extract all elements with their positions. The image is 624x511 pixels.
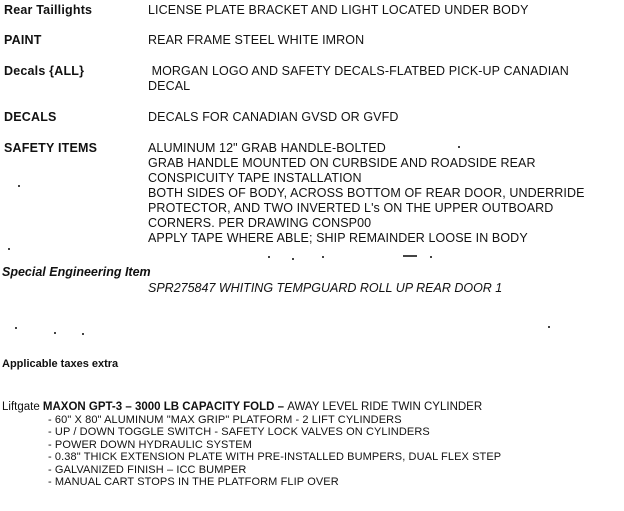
spec-label: Decals {ALL} <box>4 64 85 78</box>
spec-value-line: ALUMINUM 12" GRAB HANDLE-BOLTED <box>148 141 386 155</box>
liftgate-feature: - GALVANIZED FINISH – ICC BUMPER <box>48 463 247 476</box>
spec-label: PAINT <box>4 33 42 47</box>
scan-speck <box>403 255 417 257</box>
liftgate-capacity: CAPACITY FOLD – <box>179 401 288 413</box>
liftgate-feature: - 0.38" THICK EXTENSION PLATE WITH PRE-INSTALLED BUMPERS, DUAL FLEX STEP <box>48 451 502 464</box>
special-engineering-heading: Special Engineering Item <box>2 265 151 279</box>
liftgate-model: MAXON GPT-3 – 3000 LB <box>42 401 180 413</box>
scan-speck <box>548 326 550 328</box>
spec-value-line: MORGAN LOGO AND SAFETY DECALS-FLATBED PICK-UP CANADIAN <box>148 64 569 78</box>
scan-speck <box>292 258 294 260</box>
liftgate-feature: - MANUAL CART STOPS IN THE PLATFORM FLIP OVER <box>48 476 339 489</box>
spec-value-line: BOTH SIDES OF BODY, ACROSS BOTTOM OF REAR DOOR, UNDERRIDE <box>148 186 585 200</box>
spec-value <box>148 64 618 94</box>
spec-value-line: DECAL <box>148 79 191 93</box>
scan-speck <box>458 146 460 148</box>
spec-value-line: GRAB HANDLE MOUNTED ON CURBSIDE AND ROADSIDE REAR <box>148 156 536 170</box>
spec-value-line: REAR FRAME STEEL WHITE IMRON <box>148 33 365 47</box>
scan-speck <box>82 333 84 335</box>
spec-label: SAFETY ITEMS <box>4 141 98 155</box>
special-engineering-item: SPR275847 WHITING TEMPGUARD ROLL UP REAR DOOR 1 <box>148 281 503 295</box>
scan-speck <box>430 256 432 258</box>
liftgate-prefix: Liftgate <box>2 401 43 413</box>
spec-value <box>148 33 618 48</box>
spec-value <box>148 110 618 125</box>
spec-value-line: DECALS FOR CANADIAN GVSD OR GVFD <box>148 110 399 124</box>
spec-value-line: CORNERS. PER DRAWING CONSP00 <box>148 216 372 230</box>
spec-value-line: LICENSE PLATE BRACKET AND LIGHT LOCATED UNDER BODY <box>148 3 529 17</box>
spec-value-line: PROTECTOR, AND TWO INVERTED L's ON THE UPPER OUTBOARD <box>148 201 554 215</box>
spec-value-line: CONSPICUITY TAPE INSTALLATION <box>148 171 362 185</box>
scan-speck <box>322 256 324 258</box>
liftgate-feature: - POWER DOWN HYDRAULIC SYSTEM <box>48 438 252 451</box>
scan-speck <box>15 327 17 329</box>
spec-value-line: APPLY TAPE WHERE ABLE; SHIP REMAINDER LOOSE IN BODY <box>148 231 528 245</box>
taxes-note: Applicable taxes extra <box>2 358 119 370</box>
spec-label: Rear Taillights <box>4 3 93 17</box>
scan-speck <box>54 332 56 334</box>
liftgate-description: AWAY LEVEL RIDE TWIN CYLINDER <box>287 401 483 413</box>
liftgate-feature-list <box>48 414 501 488</box>
spec-label: DECALS <box>4 110 57 124</box>
scan-speck <box>268 256 270 258</box>
liftgate-feature: - UP / DOWN TOGGLE SWITCH - SAFETY LOCK VALVES ON CYLINDERS <box>48 426 430 439</box>
liftgate-feature: - 60" X 80" ALUMINUM "MAX GRIP" PLATFORM - 2 LIFT CYLINDERS <box>48 414 402 426</box>
liftgate-title <box>2 400 482 414</box>
spec-value <box>148 3 618 18</box>
scan-speck <box>8 248 10 250</box>
scan-speck <box>18 185 20 187</box>
spec-value <box>148 141 618 246</box>
